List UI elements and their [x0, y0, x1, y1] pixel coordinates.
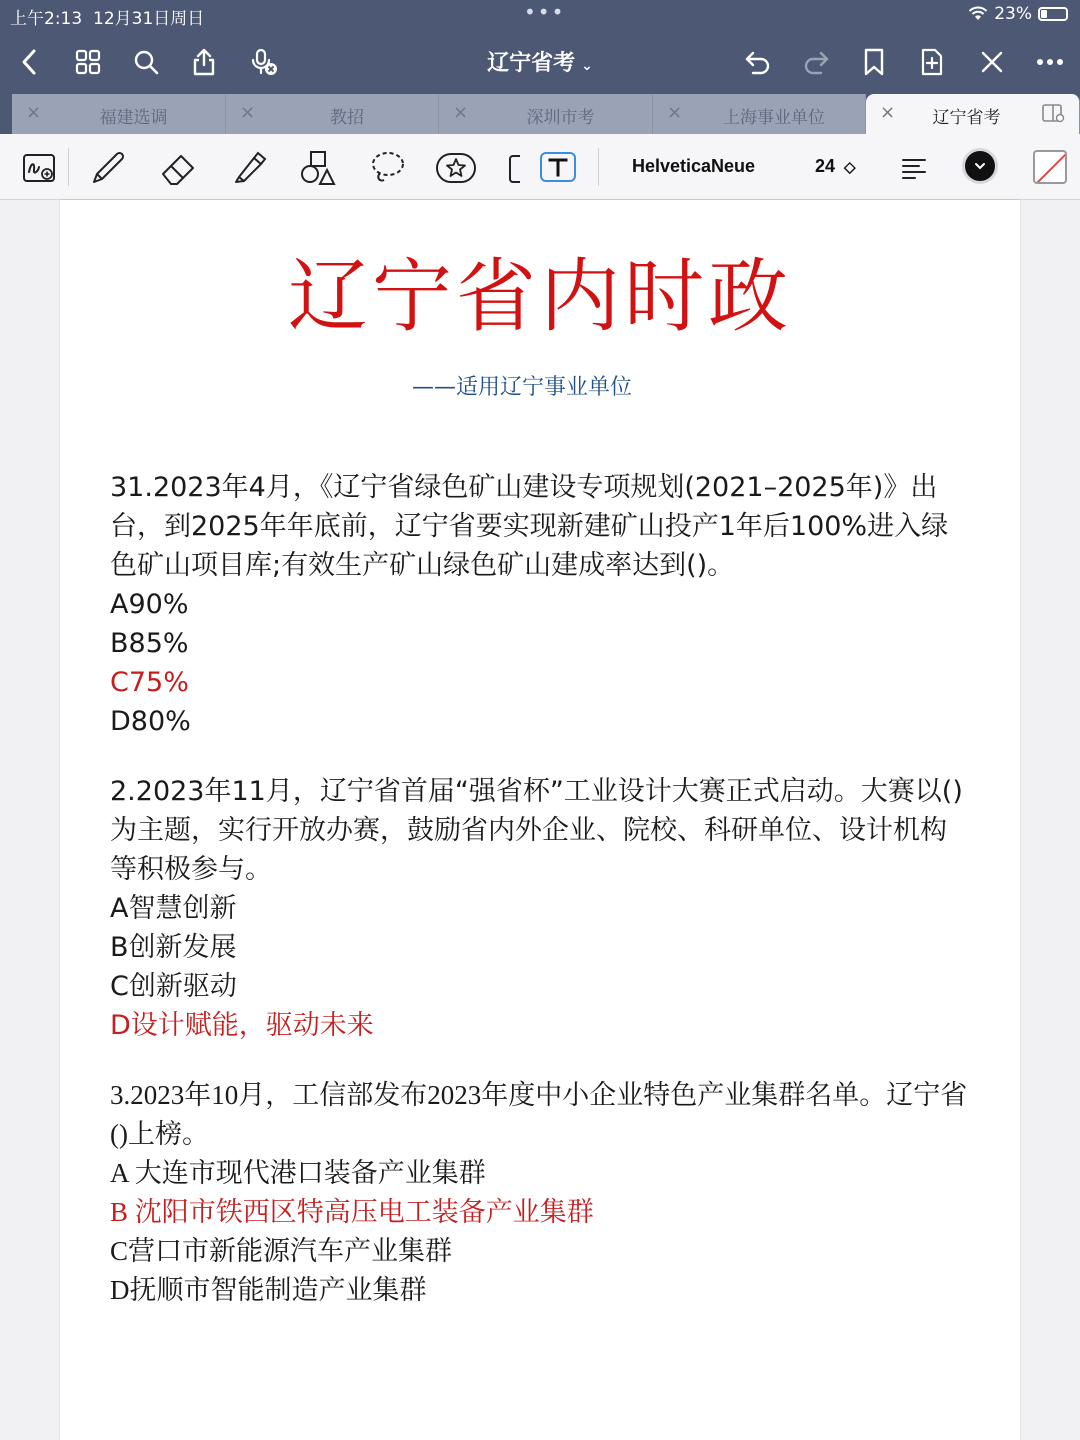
- document-title-menu[interactable]: [440, 46, 640, 77]
- share-button[interactable]: [182, 40, 226, 84]
- battery-fill: [1041, 10, 1047, 18]
- status-time: 上午2:13 12月31日周日: [10, 9, 205, 29]
- font-size-stepper[interactable]: [815, 156, 856, 177]
- highlighter-tool[interactable]: [226, 146, 270, 190]
- document-title: 辽宁省考: [487, 51, 576, 76]
- lasso-tool[interactable]: [366, 146, 410, 190]
- status-date: 12月31日周日: [93, 9, 205, 29]
- wifi-icon: [968, 6, 988, 22]
- document-page[interactable]: [60, 200, 1020, 1440]
- option-b-answer: B 沈阳市铁西区特高压电工装备产业集群: [110, 1197, 594, 1227]
- chevron-down-icon: [965, 151, 995, 181]
- tab-liaoning[interactable]: [866, 94, 1080, 134]
- camera-icon: [500, 150, 520, 186]
- ellipsis-icon: [1036, 58, 1064, 66]
- pen-close-icon: [978, 48, 1006, 76]
- tab-shanghai[interactable]: [653, 94, 866, 134]
- add-page-button[interactable]: [910, 40, 954, 84]
- tab-fujian[interactable]: [12, 94, 226, 134]
- microphone-off-icon: [249, 47, 279, 77]
- annotation-toolbar: [0, 134, 1080, 200]
- chevron-updown-icon: ◇: [844, 159, 856, 176]
- option-a: A90%: [110, 589, 189, 620]
- undo-button[interactable]: [736, 40, 780, 84]
- tab-jiaozhao[interactable]: [226, 94, 439, 134]
- bookmark-icon: [862, 47, 886, 77]
- option-c-answer: C75%: [110, 667, 189, 698]
- grid-icon: [74, 48, 102, 76]
- option-a: A智慧创新: [110, 893, 237, 924]
- toolbar-divider: [598, 148, 599, 186]
- bookmark-button[interactable]: [852, 40, 896, 84]
- question-text: 2.2023年11月，辽宁省首届“强省杯”工业设计大赛正式启动。大赛以()为主题，实行开放办赛，鼓励省内外企业、院校、科研单位、设计机构等积极参与。: [110, 776, 963, 885]
- question-text: 3.2023年10月，工信部发布2023年度中小企业特色产业集群名单。辽宁省()上榜。: [110, 1080, 968, 1149]
- doc-subtitle: ——适用辽宁事业单位: [411, 375, 632, 400]
- close-tab-icon[interactable]: ×: [26, 102, 42, 123]
- redo-icon: [801, 48, 831, 76]
- eraser-icon: [157, 148, 199, 188]
- grid-view-button[interactable]: [66, 40, 110, 84]
- battery-percent: 23%: [994, 4, 1032, 24]
- close-tab-icon[interactable]: ×: [880, 102, 896, 123]
- audio-record-button[interactable]: [242, 40, 286, 84]
- redo-button[interactable]: [794, 40, 838, 84]
- option-a: A 大连市现代港口装备产业集群: [110, 1158, 486, 1188]
- option-b: B创新发展: [110, 932, 237, 963]
- zoom-window-icon: [22, 152, 58, 184]
- back-button[interactable]: [8, 40, 52, 84]
- tab-label: 教招: [330, 108, 364, 128]
- shapes-icon: [298, 148, 338, 188]
- image-tool[interactable]: [500, 146, 520, 190]
- split-view-icon[interactable]: [1041, 103, 1065, 123]
- chevron-down-icon: ⌄: [581, 58, 593, 74]
- toolbar-divider: [68, 148, 69, 186]
- question-2: [110, 772, 970, 1045]
- option-c: C营口市新能源汽车产业集群: [110, 1236, 453, 1266]
- multitask-dots[interactable]: •••: [524, 0, 566, 24]
- chevron-left-icon: [18, 48, 42, 76]
- handwriting-zoom-button[interactable]: [18, 146, 62, 190]
- search-button[interactable]: [124, 40, 168, 84]
- text-tool[interactable]: [540, 152, 576, 182]
- status-bar: [0, 0, 1080, 30]
- pen-tool[interactable]: [86, 146, 130, 190]
- undo-icon: [743, 48, 773, 76]
- search-icon: [132, 48, 160, 76]
- nav-bar: [0, 30, 1080, 94]
- option-c: C创新驱动: [110, 971, 237, 1002]
- close-tab-icon[interactable]: ×: [667, 102, 683, 123]
- shape-tool[interactable]: [296, 146, 340, 190]
- tab-label: 上海事业单位: [723, 108, 825, 128]
- battery-icon: [1038, 7, 1068, 21]
- eraser-tool[interactable]: [156, 146, 200, 190]
- star-sticker-icon: [435, 150, 477, 186]
- add-page-icon: [918, 47, 946, 77]
- close-tab-icon[interactable]: ×: [240, 102, 256, 123]
- alignment-button[interactable]: [892, 146, 936, 190]
- option-d-answer: D设计赋能，驱动未来: [110, 1010, 374, 1041]
- question-3: [110, 1076, 970, 1310]
- more-button[interactable]: [1028, 40, 1072, 84]
- question-text: 31.2023年4月，《辽宁省绿色矿山建设专项规划(2021–2025年)》出台，到2025年年底前，辽宁省要实现新建矿山投产1年后100%进入绿色矿山项目库;有效生产矿山绿色矿山建成率达到()。: [110, 472, 949, 581]
- question-1: [110, 468, 970, 741]
- option-b: B85%: [110, 628, 189, 659]
- text-icon: [547, 157, 569, 177]
- tab-shenzhen[interactable]: [439, 94, 653, 134]
- font-size-value: 24: [815, 156, 836, 176]
- share-icon: [190, 47, 218, 77]
- option-d: D抚顺市智能制造产业集群: [110, 1275, 427, 1305]
- tab-bar: [0, 94, 1080, 134]
- text-color-picker[interactable]: [962, 148, 998, 184]
- elements-tool[interactable]: [434, 146, 478, 190]
- doc-title: 辽宁省内时政: [288, 250, 792, 343]
- tab-label: 福建选调: [99, 108, 168, 128]
- option-d: D80%: [110, 706, 191, 737]
- pen-icon: [88, 148, 128, 188]
- tab-label: 辽宁省考: [932, 108, 1001, 128]
- close-editing-button[interactable]: [970, 40, 1014, 84]
- highlighter-icon: [228, 148, 268, 188]
- lasso-icon: [368, 148, 408, 188]
- align-left-icon: [900, 156, 928, 180]
- font-family-picker[interactable]: HelveticaNeue: [632, 156, 756, 176]
- close-tab-icon[interactable]: ×: [453, 102, 469, 123]
- tab-label: 深圳市考: [526, 108, 595, 128]
- background-fill-none-button[interactable]: [1033, 150, 1067, 184]
